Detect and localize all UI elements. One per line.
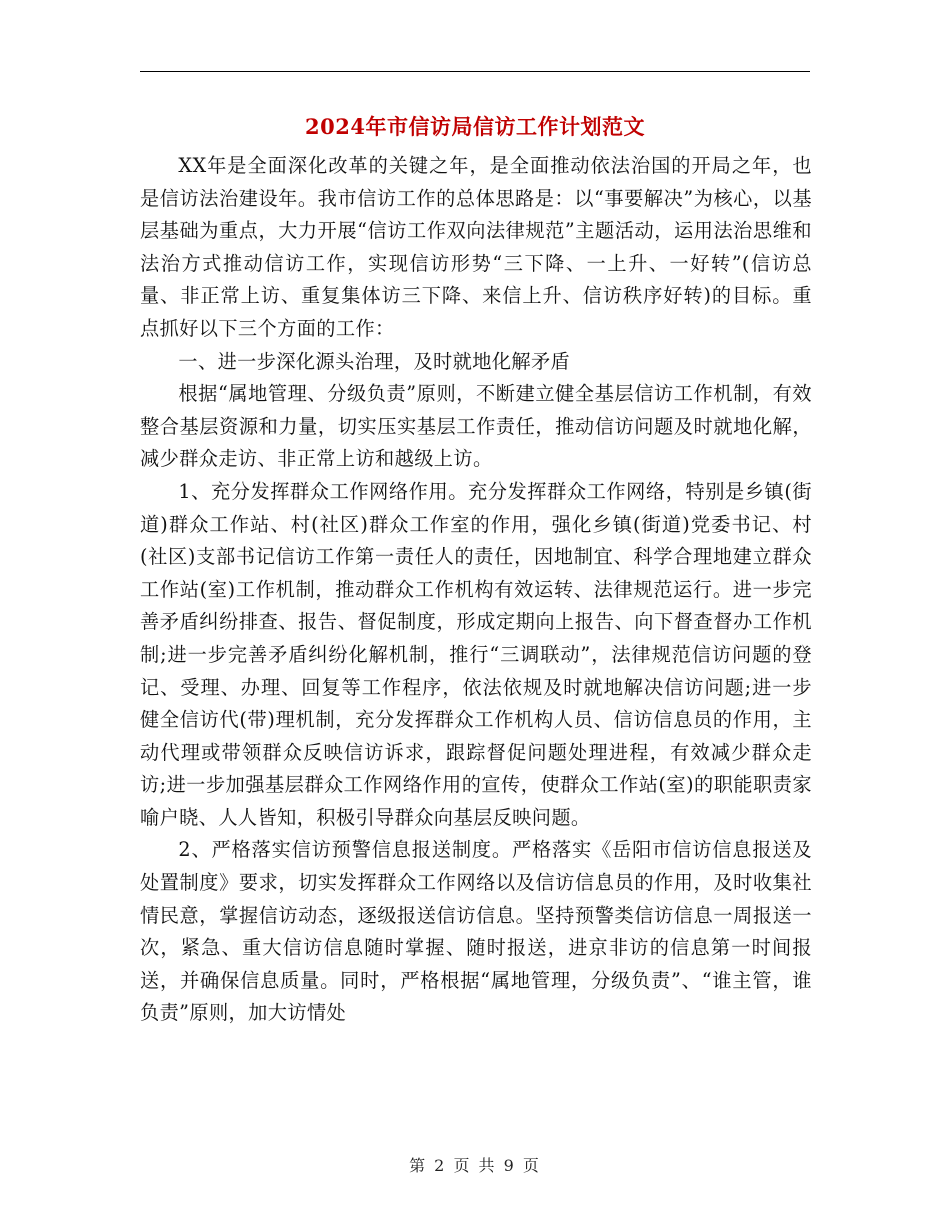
document-title: 2024年市信访局信访工作计划范文: [305, 114, 645, 139]
paragraph-item-1: 1、充分发挥群众工作网络作用。充分发挥群众工作网络，特别是乡镇(街道)群众工作站、村(社区)群众工作室的作用，强化乡镇(街道)党委书记、村(社区)支部书记信访工作第一责任人的责任，因地制宜、科学合理地建立群众工作站(室)工作机制，推动群众工作机构有效运转、法律规范运行。进一步完善矛盾纠纷排查、报告、督促制度，形成定期向上报告、向下督查督办工作机制;进一步完善矛盾纠纷化解机制，推行“三调联动”，法律规范信访问题的登记、受理、办理、回复等工作程序，依法依规及时就地解决信访问题;进一步健全信访代(带)理机制，充分发挥群众工作机构人员、信访信息员的作用，主动代理或带领群众反映信访诉求，跟踪督促问题处理进程，有效减少群众走访;进一步加强基层群众工作网络作用的宣传，使群众工作站(室)的职能职责家喻户晓、人人皆知，积极引导群众向基层反映问题。: [140, 479, 812, 829]
paragraph-item-2: 2、严格落实信访预警信息报送制度。严格落实《岳阳市信访信息报送及处置制度》要求，切实发挥群众工作网络以及信访信息员的作用，及时收集社情民意，掌握信访动态，逐级报送信访信息。坚持预警类信访信息一周报送一次，紧急、重大信访信息随时掌握、随时报送，进京非访的信息第一时间报送，并确保信息质量。同时，严格根据“属地管理，分级负责”、“谁主管，谁负责”原则，加大访情处: [140, 838, 812, 1025]
header-rule: [140, 71, 810, 72]
paragraph-intro: XX年是全面深化改革的关键之年，是全面推动依法治国的开局之年，也是信访法治建设年。我市信访工作的总体思路是：以“事要解决”为核心，以基层基础为重点，大力开展“信访工作双向法律规范”主题活动，运用法治思维和法治方式推动信访工作，实现信访形势“三下降、一上升、一好转”(信访总量、非正常上访、重复集体访三下降、来信上升、信访秩序好转)的目标。重点抓好以下三个方面的工作：: [140, 154, 812, 340]
section-heading-1: 一、进一步深化源头治理，及时就地化解矛盾: [178, 349, 571, 373]
document-body: [140, 150, 812, 1030]
page-number: 第 2 页 共 9 页: [409, 1156, 541, 1175]
paragraph-section-1: 根据“属地管理、分级负责”原则，不断建立健全基层信访工作机制，有效整合基层资源和力量，切实压实基层工作责任，推动信访问题及时就地化解，减少群众走访、非正常上访和越级上访。: [140, 382, 812, 471]
